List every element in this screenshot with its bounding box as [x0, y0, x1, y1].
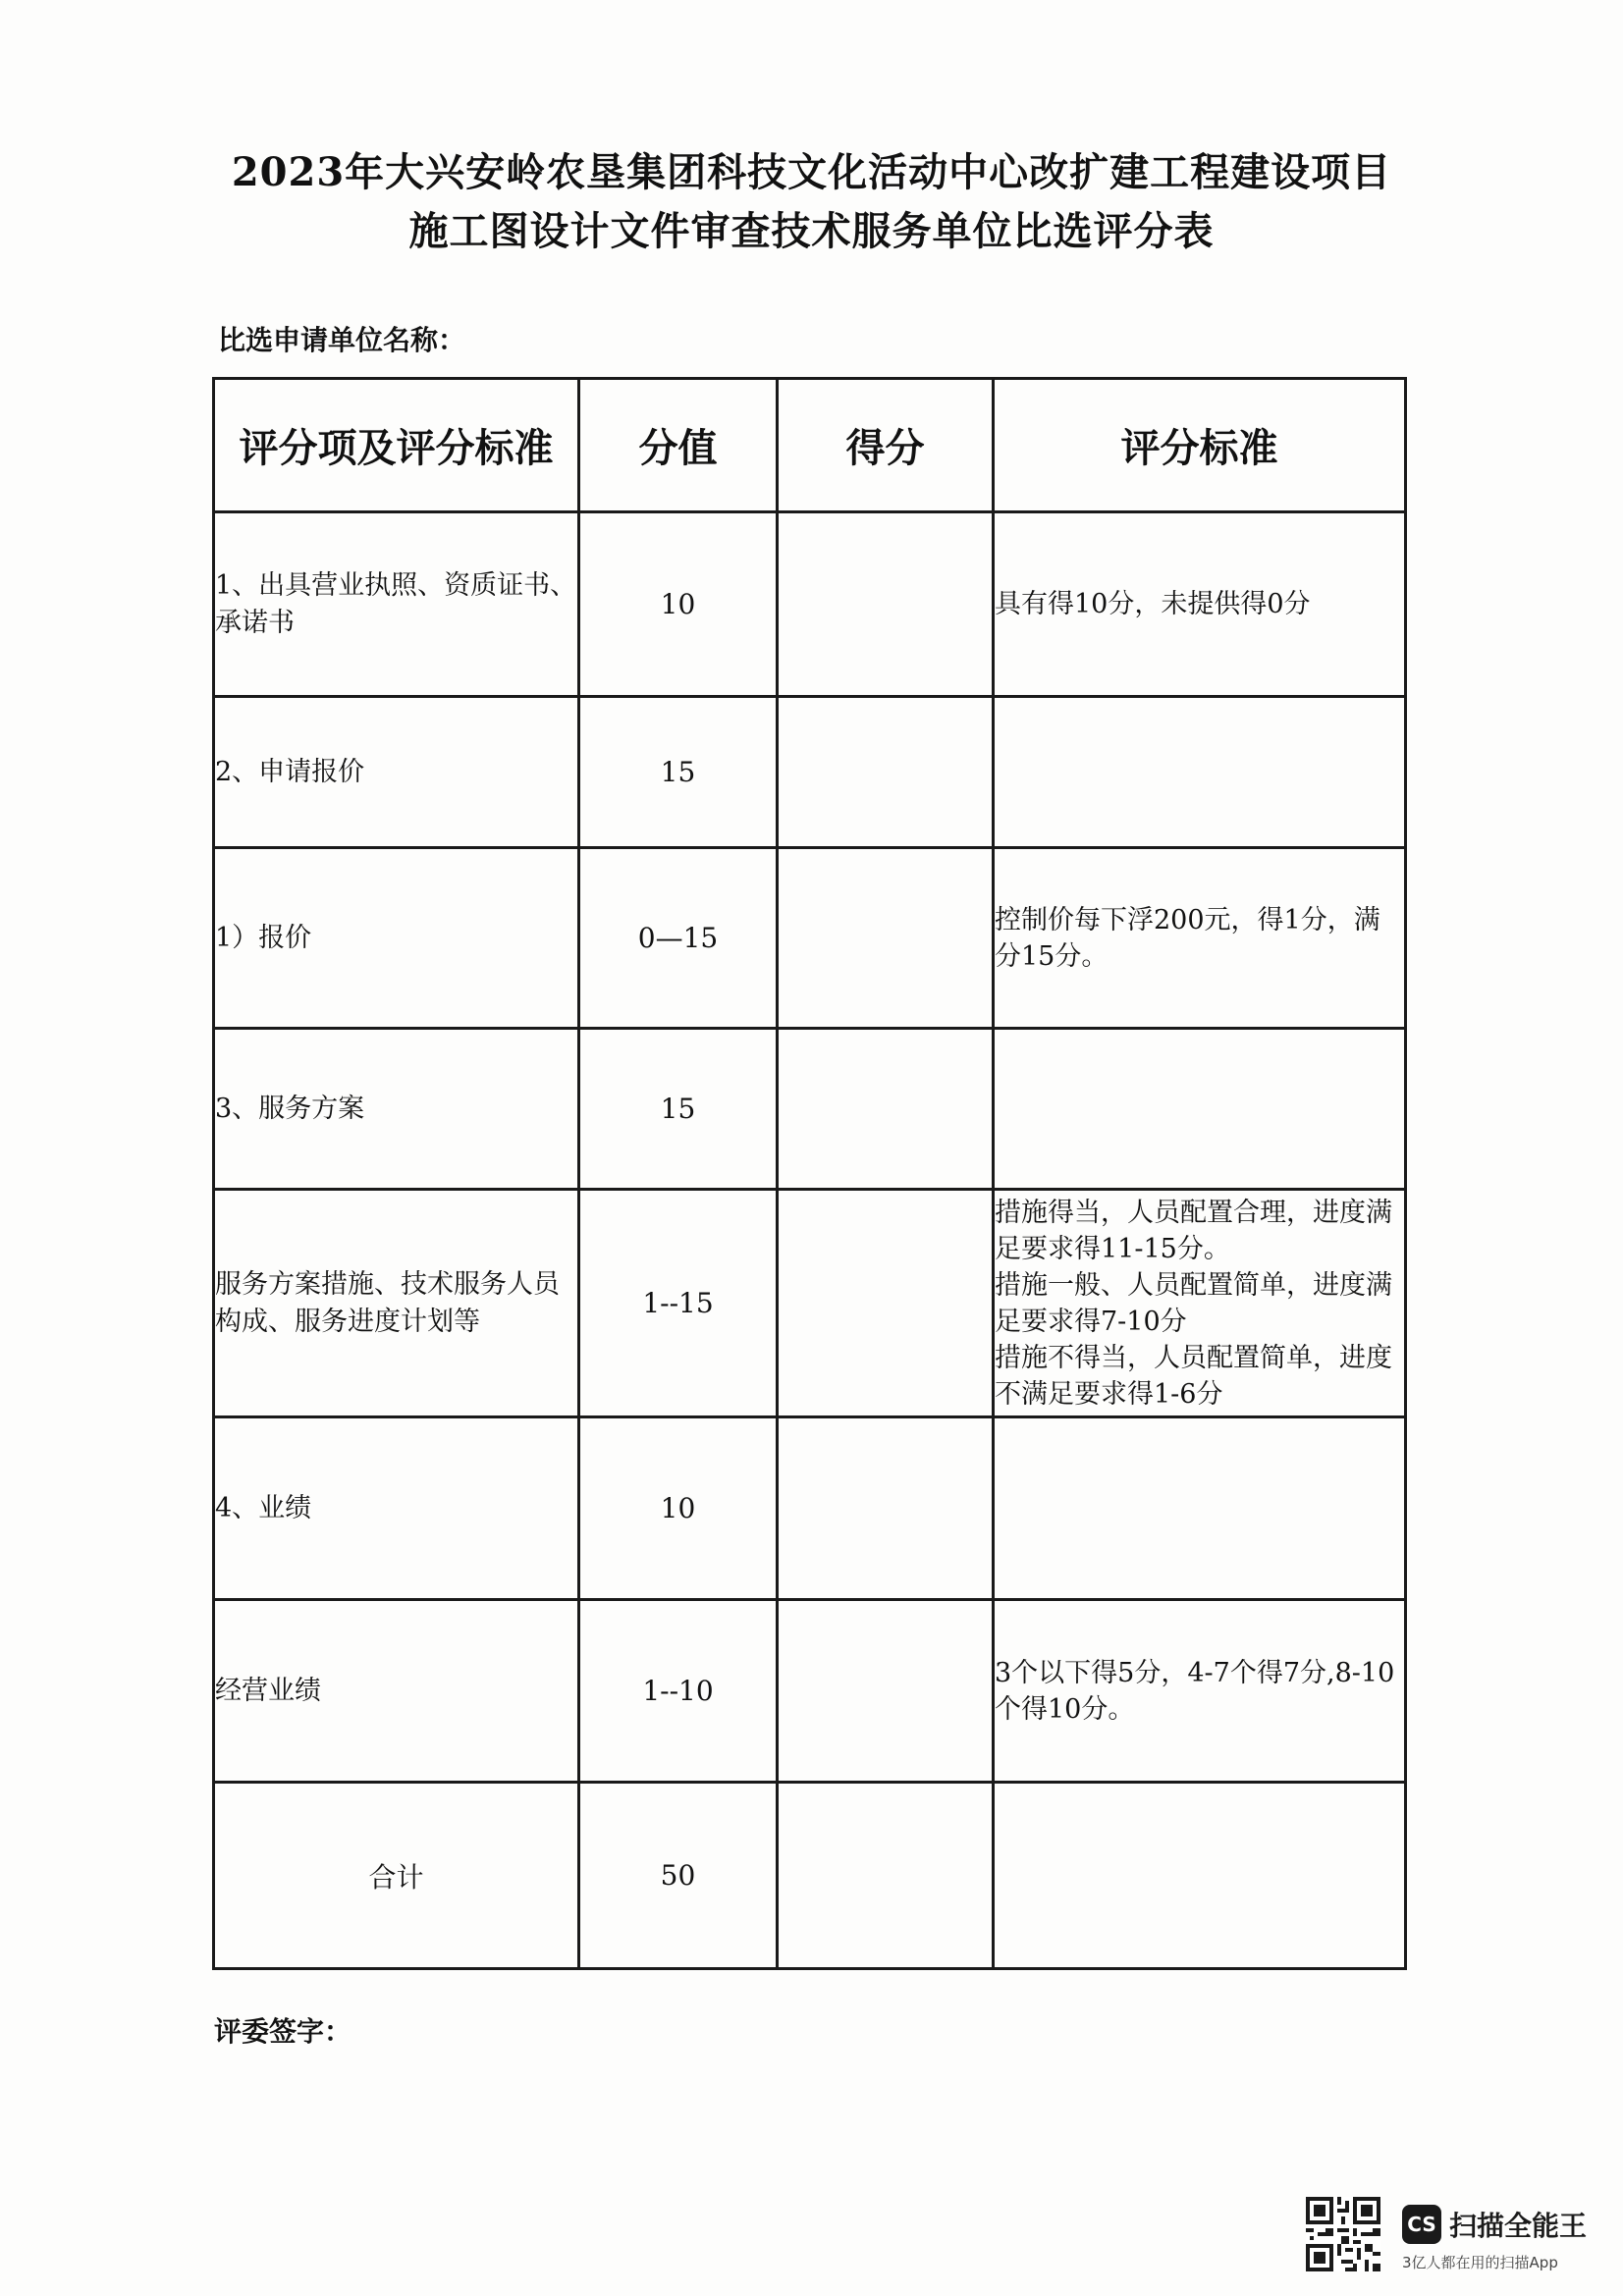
- table-row: [214, 1190, 1406, 1417]
- row-criteria: [994, 1190, 1406, 1417]
- row-item: 经营业绩: [214, 1600, 579, 1783]
- table-row: [214, 512, 1406, 697]
- row-item: 1、出具营业执照、资质证书、承诺书: [214, 512, 579, 697]
- row-value: 0—15: [579, 848, 778, 1029]
- row-criteria: [994, 1029, 1406, 1190]
- row-value: 1--15: [579, 1190, 778, 1417]
- total-value: 50: [579, 1783, 778, 1969]
- criteria-line: 措施不得当，人员配置简单，进度不满足要求得1-6分: [995, 1343, 1392, 1410]
- applicant-name-label: 比选申请单位名称：: [218, 324, 466, 356]
- row-item: 3、服务方案: [214, 1029, 579, 1190]
- row-item: 1）报价: [214, 848, 579, 1029]
- table-total-row: [214, 1783, 1406, 1969]
- camscanner-logo-icon: CS: [1402, 2205, 1441, 2244]
- table-header-row: [214, 379, 1406, 512]
- qr-code-icon: [1306, 2197, 1380, 2271]
- total-label: 合计: [214, 1783, 579, 1969]
- row-score-cell[interactable]: [778, 1190, 994, 1417]
- table-row: [214, 1600, 1406, 1783]
- table-row: [214, 697, 1406, 848]
- document-title-line-1: 2023年大兴安岭农垦集团科技文化活动中心改扩建工程建设项目: [231, 149, 1392, 195]
- scanner-watermark: [1306, 2197, 1600, 2275]
- row-item: 2、申请报价: [214, 697, 579, 848]
- row-criteria: [994, 697, 1406, 848]
- header-item: 评分项及评分标准: [214, 379, 579, 512]
- row-criteria: 具有得10分，未提供得0分: [994, 512, 1406, 697]
- row-value: 10: [579, 1417, 778, 1600]
- row-score-cell[interactable]: [778, 512, 994, 697]
- row-item: 4、业绩: [214, 1417, 579, 1600]
- table-row: [214, 848, 1406, 1029]
- row-item: 服务方案措施、技术服务人员构成、服务进度计划等: [214, 1190, 579, 1417]
- row-value: 1--10: [579, 1600, 778, 1783]
- document-title-line-2: 施工图设计文件审查技术服务单位比选评分表: [408, 208, 1215, 254]
- row-value: 15: [579, 697, 778, 848]
- camscanner-name: 扫描全能王: [1449, 2210, 1588, 2242]
- header-criteria: 评分标准: [994, 379, 1406, 512]
- criteria-line: 措施一般、人员配置简单，进度满足要求得7-10分: [995, 1270, 1392, 1337]
- total-criteria-cell: [994, 1783, 1406, 1969]
- table-row: [214, 1417, 1406, 1600]
- row-score-cell[interactable]: [778, 1417, 994, 1600]
- row-score-cell[interactable]: [778, 848, 994, 1029]
- camscanner-tagline: 3亿人都在用的扫描App: [1402, 2254, 1558, 2271]
- row-score-cell[interactable]: [778, 1600, 994, 1783]
- criteria-line: 措施得当，人员配置合理，进度满足要求得11-15分。: [995, 1198, 1392, 1264]
- row-value: 10: [579, 512, 778, 697]
- header-value: 分值: [579, 379, 778, 512]
- row-criteria: 控制价每下浮200元，得1分，满分15分。: [994, 848, 1406, 1029]
- row-score-cell[interactable]: [778, 1029, 994, 1190]
- total-score-cell[interactable]: [778, 1783, 994, 1969]
- row-score-cell[interactable]: [778, 697, 994, 848]
- scoring-table: [212, 377, 1407, 1970]
- row-value: 15: [579, 1029, 778, 1190]
- header-score: 得分: [778, 379, 994, 512]
- row-criteria: 3个以下得5分，4-7个得7分,8-10个得10分。: [994, 1600, 1406, 1783]
- table-row: [214, 1029, 1406, 1190]
- row-criteria: [994, 1417, 1406, 1600]
- judge-signature-label: 评委签字：: [214, 2015, 352, 2048]
